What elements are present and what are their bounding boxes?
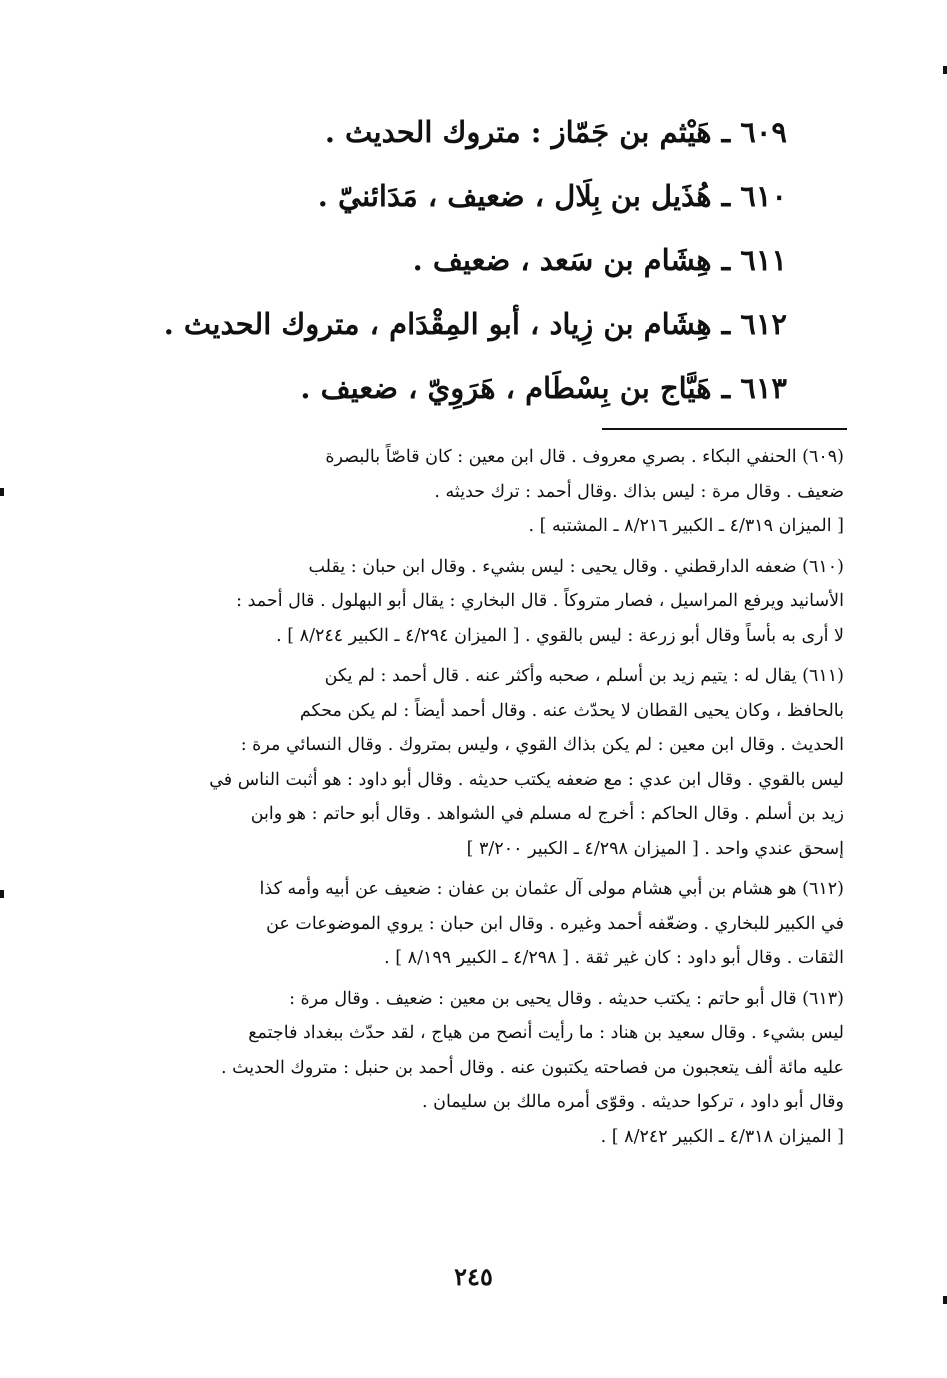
footnote-line: (٦١٢) هو هشام بن أبي هشام مولى آل عثمان بن عفان : ضعيف عن أبيه وأمه كذا: [259, 879, 844, 899]
footnote-612: [132, 872, 844, 976]
footnote-line: وقال أبو داود ، تركوا حديثه . وقوّى أمره مالك بن سليمان .: [422, 1092, 844, 1112]
footnote-610: [132, 550, 844, 654]
footnote-line: (٦٠٩) الحنفي البكاء . بصري معروف . قال ابن معين : كان قاصّاً بالبصرة: [325, 447, 844, 467]
footnote-line: عليه مائة ألف يتعجبون من فصاحته يكتبون عنه . وقال أحمد بن حنبل : متروك الحديث .: [221, 1057, 844, 1078]
entry-609: ٦٠٩ ـ هَيْثم بن جَمّاز : متروك الحديث .: [324, 115, 787, 149]
page-number: ٢٤٥: [454, 1262, 493, 1291]
footnote-611: [132, 659, 844, 866]
scan-edge-mark: [0, 890, 4, 898]
footnote-609: [132, 440, 844, 544]
footnote-reference: [ الميزان ٤/٣١٩ ـ الكبير ٨/٢١٦ ـ المشتبه ] .: [528, 516, 844, 536]
entry-612: ٦١٢ ـ هِشَام بن زِياد ، أبو المِقْدَام ، متروك الحديث .: [163, 307, 787, 341]
footnote-line: (٦١٣) قال أبو حاتم : يكتب حديثه . وقال يحيى بن معين : ضعيف . وقال مرة :: [289, 988, 844, 1009]
scan-edge-mark: [943, 1296, 947, 1304]
footnote-line: الحديث . وقال ابن معين : لم يكن بذاك القوي ، وليس بمتروك . وقال النسائي مرة :: [240, 735, 844, 755]
footnote-reference: [ الميزان ٤/٣١٨ ـ الكبير ٨/٢٤٢ ] .: [600, 1126, 844, 1147]
scan-edge-mark: [0, 488, 4, 496]
footnote-line: ليس بشيء . وقال سعيد بن هناد : ما رأيت أنصح من هياج ، لقد حدّث ببغداد فاجتمع: [248, 1023, 844, 1043]
footnote-line: (٦١٠) ضعفه الدارقطني . وقال يحيى : ليس بشيء . وقال ابن حبان : يقلب: [308, 556, 844, 577]
entries-list: [163, 100, 787, 420]
footnote-line: لا أرى به بأساً وقال أبو زرعة : ليس بالقوي . [ الميزان ٤/٢٩٤ ـ الكبير ٨/٢٤٤ ] .: [276, 625, 844, 646]
footnote-line: (٦١١) يقال له : يتيم زيد بن أسلم ، صحبه وأكثر عنه . قال أحمد : لم يكن: [324, 666, 844, 686]
footnote-line: ليس بالقوي . وقال ابن عدي : مع ضعفه يكتب حديثه . وقال أبو داود : هو أثبت الناس في: [209, 769, 844, 790]
scan-edge-mark: [943, 66, 947, 74]
footnote-613: [132, 982, 844, 1155]
entry-611: ٦١١ ـ هِشَام بن سَعد ، ضعيف .: [412, 243, 787, 277]
footnote-line: الثقات . وقال أبو داود : كان غير ثقة . [ ٤/٢٩٨ ـ الكبير ٨/١٩٩ ] .: [384, 948, 844, 968]
footnote-line: زيد بن أسلم . وقال الحاكم : أخرج له مسلم في الشواهد . وقال أبو حاتم : هو وابن: [250, 804, 844, 824]
entry-610: ٦١٠ ـ هُذَيل بن بِلَال ، ضعيف ، مَدَائنيّ .: [317, 179, 787, 213]
footnote-line: إسحق عندي واحد . [ الميزان ٤/٢٩٨ ـ الكبير ٣/٢٠٠ ]: [466, 838, 844, 859]
footnote-line: في الكبير للبخاري . وضعّفه أحمد وغيره . وقال ابن حبان : يروي الموضوعات عن: [266, 913, 844, 934]
footnote-line: الأسانيد ويرفع المراسيل ، فصار متروكاً . قال البخاري : يقال أبو البهلول . قال أحمد :: [236, 591, 844, 611]
footnote-line: ضعيف . وقال مرة : ليس بذاك .وقال أحمد : ترك حديثه .: [434, 481, 844, 502]
footnotes: [132, 440, 844, 1160]
entry-613: ٦١٣ ـ هَيَّاج بن بِسْطَام ، هَرَوِيّ ، ضعيف .: [300, 371, 787, 405]
footnote-separator: [602, 428, 847, 430]
footnote-line: بالحافظ ، وكان يحيى القطان لا يحدّث عنه . وقال أحمد أيضاً : لم يكن محكم: [299, 700, 844, 721]
